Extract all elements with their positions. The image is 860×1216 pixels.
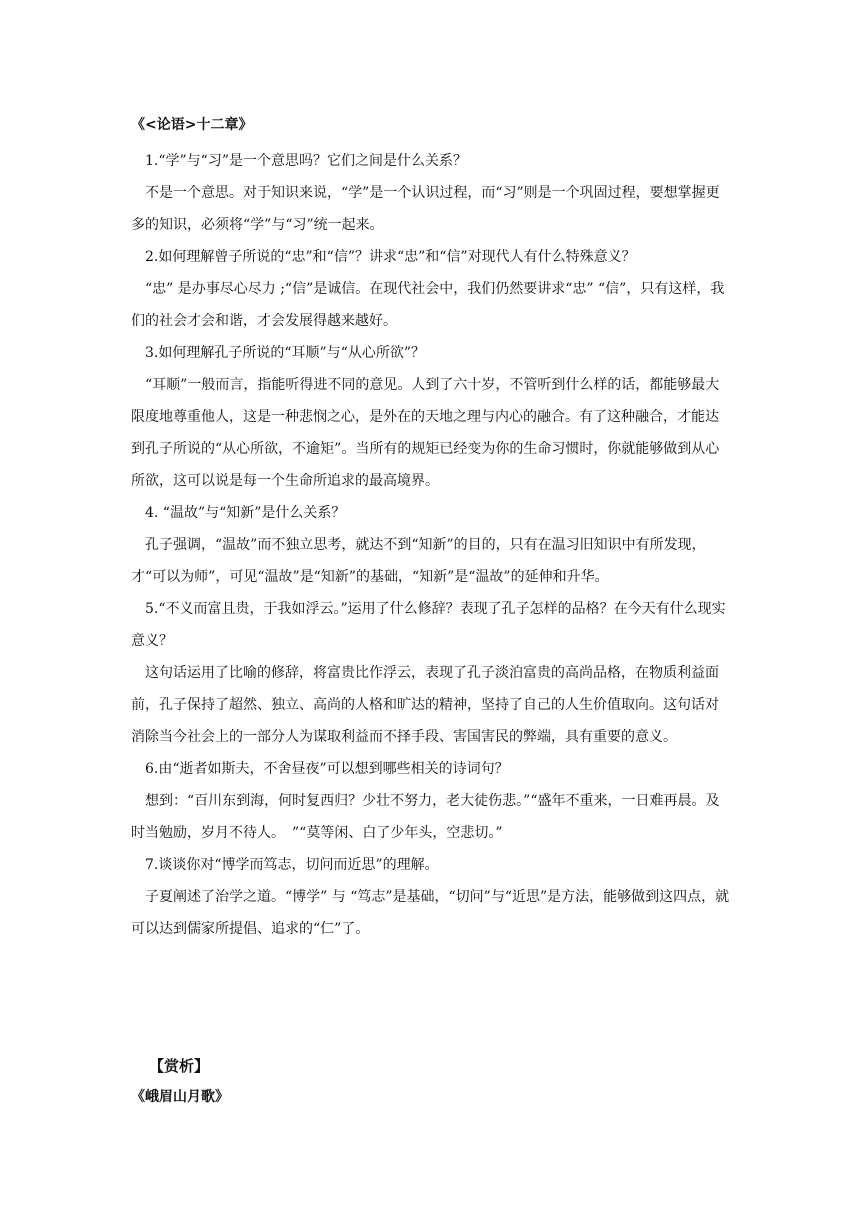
answer-3: “耳顺”一般而言，指能听得进不同的意见。人到了六十岁，不管听到什么样的话，都能够最大限度地尊重他人，这是一种悲悯之心，是外在的天地之理与内心的融合。有了这种融合，才能达到孔子所说的“从心所欲，不逾矩”。当所有的规矩已经变为你的生命习惯时，你就能够做到从心所欲，这可以说是每一个生命所追求的最高境界。: [131, 377, 720, 489]
answer-1: 不是一个意思。对于知识来说，“学”是一个认识过程，而“习”则是一个巩固过程，要想掌握更多的知识，必须将“学”与“习”统一起来。: [131, 185, 720, 233]
question-3: 3.如何理解孔子所说的“耳顺”与“从心所欲”？: [145, 345, 425, 361]
question-7: 7.谈谈你对“博学而笃志，切问而近思”的理解。: [145, 857, 439, 873]
section-title: 【赏析】: [149, 1057, 210, 1075]
answer-6: 想到：“百川东到海，何时复西归？少壮不努力，老大徒伤悲。”“盛年不重来，一日难再晨。及时当勉励，岁月不待人。 ”“莫等闲、白了少年头，空悲切。”: [131, 793, 720, 841]
poem-title: 《峨眉山月歌》: [131, 1089, 229, 1105]
question-5: 5.“不义而富且贵，于我如浮云。”运用了什么修辞？表现了孔子怎样的品格？在今天有什么现实意义？: [131, 601, 726, 649]
answer-7: 子夏阐述了治学之道。“博学” 与 “笃志”是基础，“切问”与“近思”是方法，能够做到这四点，就可以达到儒家所提倡、追求的“仁”了。: [131, 889, 730, 937]
question-4: 4. “温故”与“知新”是什么关系？: [145, 505, 346, 521]
chapter-heading: 《<论语>十二章》: [131, 117, 253, 133]
answer-4: 孔子强调，“温故”而不独立思考，就达不到“知新”的目的，只有在温习旧知识中有所发现，才“可以为师”，可见“温故”是“知新”的基础，“知新”是“温故”的延伸和升华。: [131, 537, 706, 585]
answer-5: 这句话运用了比喻的修辞，将富贵比作浮云，表现了孔子淡泊富贵的高尚品格，在物质利益面前，孔子保持了超然、独立、高尚的人格和旷达的精神，坚持了自己的人生价值取向。这句话对消除当今社会上的一部分人为谋取利益而不择手段、害国害民的弊端，具有重要的意义。: [131, 665, 719, 745]
question-1: 1.“学”与“习”是一个意思吗？它们之间是什么关系？: [145, 153, 467, 169]
question-2: 2.如何理解曾子所说的“忠”和“信”？讲求“忠”和“信”对现代人有什么特殊意义？: [145, 249, 636, 265]
question-6: 6.由“逝者如斯夫，不舍昼夜”可以想到哪些相关的诗词句？: [145, 761, 509, 777]
document-body: [131, 114, 731, 945]
answer-2: “忠” 是办事尽心尽力 ;“信”是诚信。在现代社会中，我们仍然要讲求“忠” “信”，只有这样，我们的社会才会和谐，才会发展得越来越好。: [131, 281, 725, 329]
